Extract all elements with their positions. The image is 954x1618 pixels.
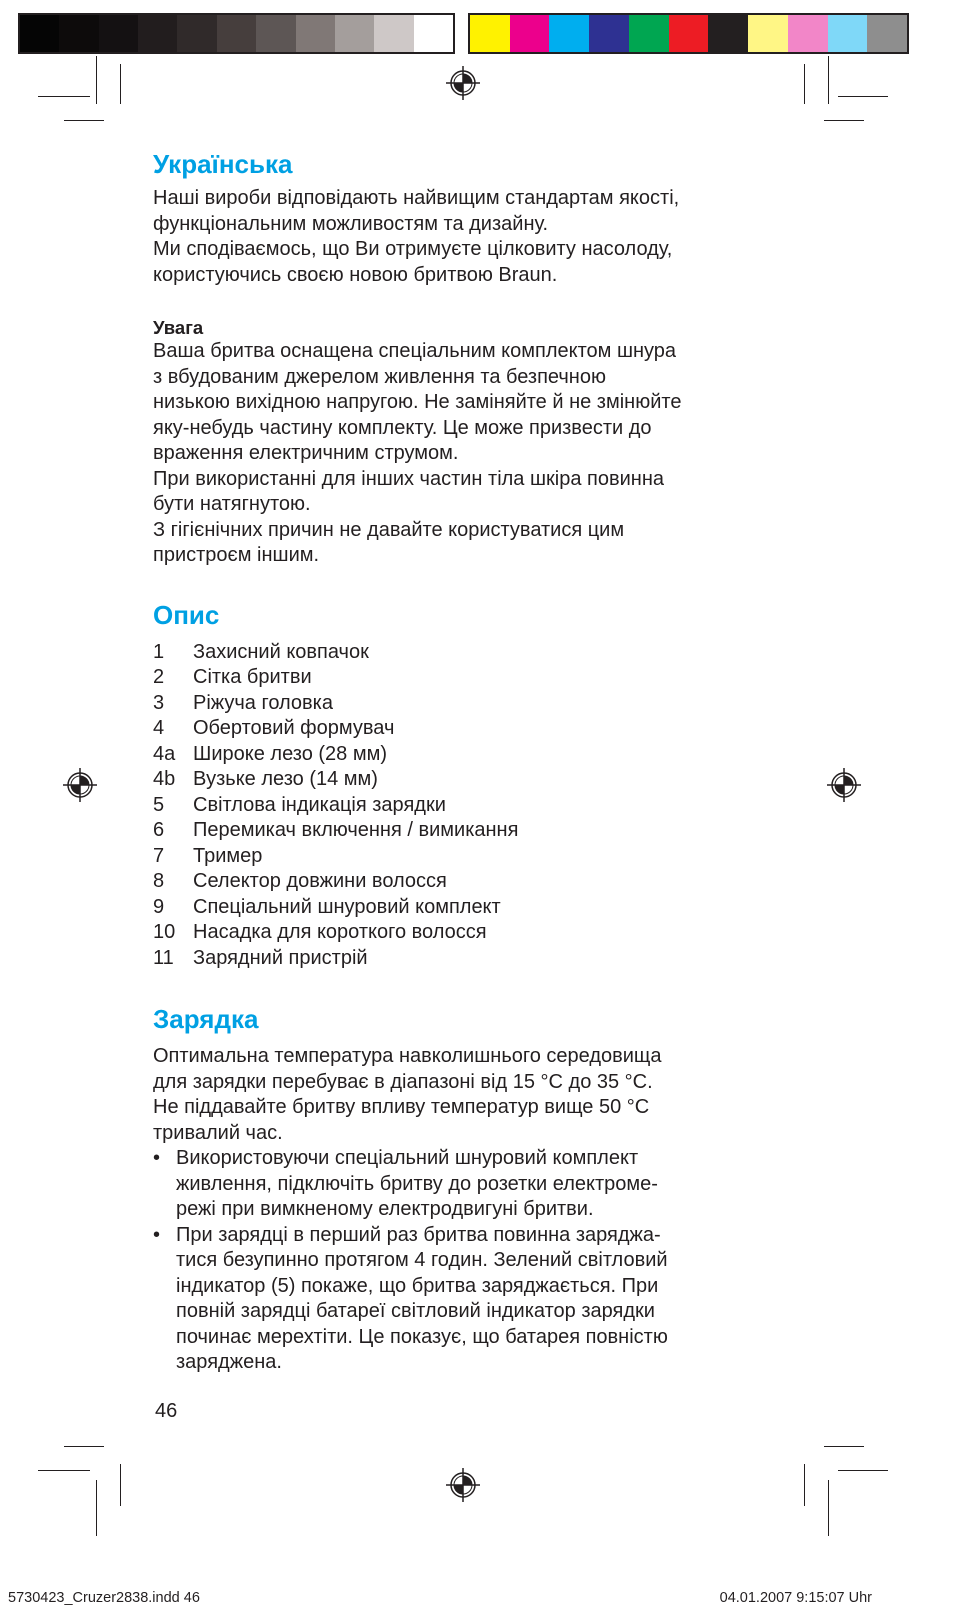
text-line: з вбудованим джерелом живлення та безпечною xyxy=(153,365,606,388)
list-item xyxy=(153,767,793,793)
text-line: низькою вихідною напругою. Не заміняйте й не змінюйте xyxy=(153,391,682,413)
timestamp-slug: 04.01.2007 9:15:07 Uhr xyxy=(719,1590,872,1606)
warning-title: Увага xyxy=(153,317,204,338)
list-item xyxy=(153,665,793,691)
text-line: При зарядці в перший раз бритва повинна заряджа- xyxy=(176,1223,661,1246)
file-slug: 5730423_Cruzer2838.indd 46 xyxy=(8,1590,200,1606)
color-swatch xyxy=(20,15,59,52)
list-item xyxy=(153,920,793,946)
text-line: Наші вироби відповідають найвищим стандартам якості, xyxy=(153,187,680,209)
part-number: 3 xyxy=(153,691,165,714)
crop-mark xyxy=(828,1480,829,1536)
color-swatch xyxy=(99,15,138,52)
crop-mark xyxy=(838,96,888,97)
text-line: користуючись своєю новою бритвою Braun. xyxy=(153,263,558,286)
intro-paragraph xyxy=(153,186,793,288)
process-color-bar xyxy=(468,13,909,54)
color-swatch xyxy=(256,15,295,52)
color-swatch xyxy=(549,15,589,52)
list-item xyxy=(153,946,793,972)
part-label: Світлова індикація зарядки xyxy=(193,793,446,816)
part-number: 1 xyxy=(153,640,165,663)
text-line: При використанні для інших частин тіла шкіра повинна xyxy=(153,467,664,490)
list-item xyxy=(153,742,793,768)
color-swatch xyxy=(217,15,256,52)
page-number: 46 xyxy=(155,1400,178,1422)
crop-mark xyxy=(120,1464,121,1506)
part-number: 4a xyxy=(153,742,176,765)
color-swatch xyxy=(177,15,216,52)
registration-mark-icon xyxy=(446,1468,480,1502)
page-content xyxy=(153,148,793,1376)
part-label: Селектор довжини волосся xyxy=(193,870,447,892)
list-item xyxy=(153,691,793,717)
crop-mark xyxy=(38,1470,90,1471)
list-item xyxy=(153,818,793,844)
crop-mark xyxy=(824,1446,864,1447)
part-number: 9 xyxy=(153,895,165,918)
text-line: пристроєм іншим. xyxy=(153,544,320,566)
text-line: Ваша бритва оснащена спеціальним комплектом шнура xyxy=(153,340,677,362)
color-swatch xyxy=(867,15,907,52)
list-item xyxy=(153,716,793,742)
color-swatch xyxy=(296,15,335,52)
parts-list xyxy=(153,640,793,972)
text-line: живлення, підключіть бритву до розетки електроме- xyxy=(176,1172,658,1195)
text-line: Не піддавайте бритву впливу температур вище 50 °C xyxy=(153,1096,650,1118)
registration-mark-icon xyxy=(63,768,97,802)
part-number: 6 xyxy=(153,819,165,841)
part-label: Ріжуча головка xyxy=(193,691,333,714)
color-swatch xyxy=(629,15,669,52)
part-label: Тример xyxy=(193,844,263,867)
crop-mark xyxy=(64,1446,104,1447)
section-heading-description: Опис xyxy=(153,599,220,630)
part-label: Перемикач включення / вимикання xyxy=(193,819,519,841)
color-swatch xyxy=(828,15,868,52)
part-number: 7 xyxy=(153,844,165,867)
bullet-icon: • xyxy=(153,1147,161,1169)
part-number: 2 xyxy=(153,666,165,688)
crop-mark xyxy=(838,1470,888,1471)
crop-mark xyxy=(120,64,121,104)
text-line: яку-небудь частину комплекту. Це може призвести до xyxy=(153,416,652,439)
text-line: З гігієнічних причин не давайте користуватися цим xyxy=(153,518,625,541)
crop-mark xyxy=(824,120,864,121)
crop-mark xyxy=(64,120,104,121)
grayscale-color-bar xyxy=(18,13,455,54)
text-line: повній зарядці батареї світловий індикатор зарядки xyxy=(176,1300,655,1322)
crop-mark xyxy=(96,56,97,104)
crop-mark xyxy=(96,1480,97,1536)
charging-instructions xyxy=(153,1146,793,1376)
text-line: Використовуючи спеціальний шнуровий комплект xyxy=(176,1147,639,1169)
part-label: Захисний ковпачок xyxy=(193,640,369,663)
warning-paragraph xyxy=(153,339,793,569)
charging-paragraph xyxy=(153,1044,793,1146)
list-item xyxy=(153,844,793,870)
part-number: 5 xyxy=(153,793,165,816)
color-swatch xyxy=(138,15,177,52)
color-swatch xyxy=(59,15,98,52)
text-line: функціональним можливостям та дизайну. xyxy=(153,212,549,235)
list-item xyxy=(153,895,793,921)
part-number: 4 xyxy=(153,717,165,739)
part-number: 4b xyxy=(153,768,176,790)
part-label: Насадка для короткого волосся xyxy=(193,921,487,943)
color-swatch xyxy=(669,15,709,52)
text-line: тривалий час. xyxy=(153,1121,283,1144)
list-item xyxy=(153,793,793,819)
part-label: Зарядний пристрій xyxy=(193,946,368,969)
part-label: Вузьке лезо (14 мм) xyxy=(193,768,378,790)
text-line: Оптимальна температура навколишнього середовища xyxy=(153,1045,662,1067)
part-label: Сітка бритви xyxy=(193,666,312,688)
section-heading-charging: Зарядка xyxy=(153,1004,259,1034)
bullet-item xyxy=(153,1223,793,1376)
color-swatch xyxy=(748,15,788,52)
text-line: тися безупинно протягом 4 годин. Зелений світловий xyxy=(176,1249,668,1271)
text-line: Ми сподіваємось, що Ви отримуєте цілковиту насолоду, xyxy=(153,238,673,260)
color-swatch xyxy=(470,15,510,52)
color-swatch xyxy=(374,15,413,52)
section-heading-ukrainian: Українська xyxy=(153,149,293,179)
crop-mark xyxy=(38,96,90,97)
part-label: Широке лезо (28 мм) xyxy=(193,742,388,765)
text-line: починає мерехтіти. Це показує, що батарея повністю xyxy=(176,1325,668,1348)
text-line: заряджена. xyxy=(176,1351,282,1373)
color-swatch xyxy=(335,15,374,52)
text-line: враження електричним струмом. xyxy=(153,442,459,464)
part-label: Спеціальний шнуровий комплект xyxy=(193,895,501,918)
color-swatch xyxy=(414,15,453,52)
color-swatch xyxy=(708,15,748,52)
color-swatch xyxy=(788,15,828,52)
crop-mark xyxy=(804,1464,805,1506)
list-item xyxy=(153,640,793,666)
list-item xyxy=(153,869,793,895)
text-line: бути натягнутою. xyxy=(153,493,311,515)
registration-mark-icon xyxy=(827,768,861,802)
text-line: для зарядки перебуває в діапазоні від 15 °C до 35 °C. xyxy=(153,1070,653,1093)
color-swatch xyxy=(510,15,550,52)
color-swatch xyxy=(589,15,629,52)
crop-mark xyxy=(804,64,805,104)
part-number: 11 xyxy=(153,946,174,969)
bullet-item xyxy=(153,1146,793,1223)
part-number: 8 xyxy=(153,870,165,892)
text-line: індикатор (5) покаже, що бритва заряджається. При xyxy=(176,1274,659,1297)
part-number: 10 xyxy=(153,921,176,943)
bullet-icon: • xyxy=(153,1223,161,1246)
text-line: режі при вимкненому електродвигуні бритви. xyxy=(176,1198,594,1220)
registration-mark-icon xyxy=(446,66,480,100)
part-label: Обертовий формувач xyxy=(193,717,395,739)
crop-mark xyxy=(828,56,829,104)
